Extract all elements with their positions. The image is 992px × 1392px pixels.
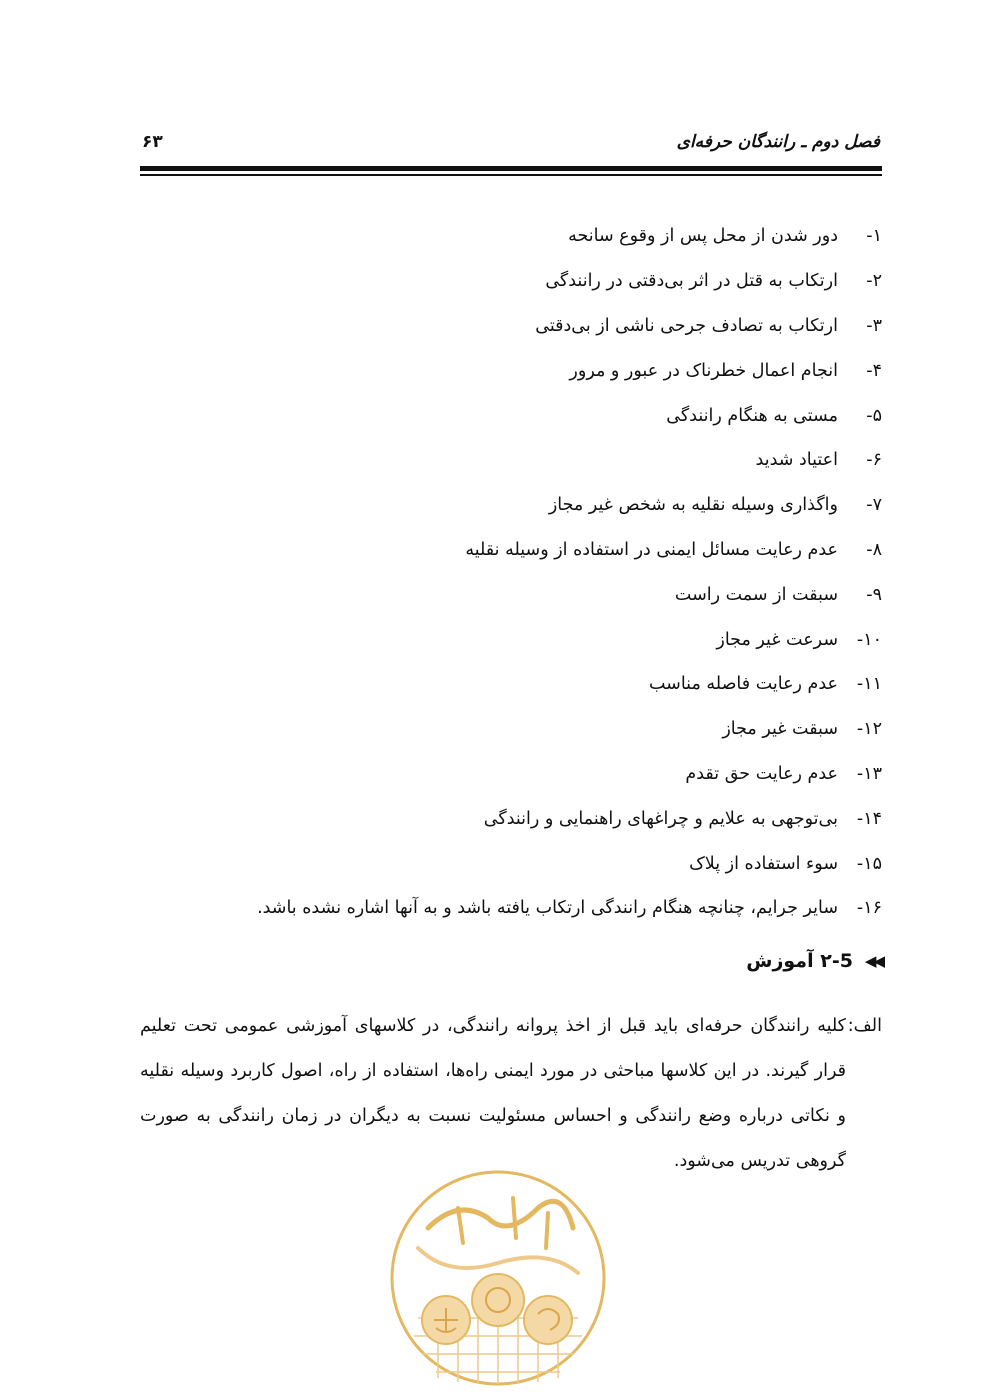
watermark-logo	[388, 1168, 608, 1388]
list-item	[122, 304, 882, 349]
list-item-text: بی‌توجهی به علایم و چراغهای راهنمایی و رانندگی	[483, 808, 838, 829]
list-item	[122, 438, 882, 483]
list-item-text: عدم رعایت حق تقدم	[685, 763, 838, 784]
list-item-text: دور شدن از محل پس از وقوع سانحه	[568, 226, 838, 247]
list-item-number: ۵-	[866, 405, 882, 426]
list-item-number: ۳-	[866, 315, 882, 336]
header-rule-thick	[140, 166, 882, 171]
list-item-text: واگذاری وسیله نقلیه به شخص غیر مجاز	[548, 495, 838, 516]
section-heading	[746, 950, 882, 972]
paragraph	[140, 1004, 882, 1184]
list-item-text: عدم رعایت فاصله مناسب	[649, 674, 838, 695]
paragraph-text: کلیه رانندگان حرفه‌ای باید قبل از اخذ پروانه رانندگی، در کلاسهای آموزشی عمومی تحت تعلیم قرار گیرند. در این کلاسها مباحثی در مورد ایمنی راه‌ها، استفاده از راه، اصول کاربرد وسیله نقلیه و نکاتی درباره وضع رانندگی و احساس مسئولیت نسبت به دیگران در زمان رانندگی به صورت گروهی تدریس می‌شود.	[140, 1016, 846, 1171]
list-item-text: ارتکاب به قتل در اثر بی‌دقتی در رانندگی	[545, 271, 838, 292]
list-item-text: سوء استفاده از پلاک	[689, 853, 838, 874]
list-item-number: ۱۰-	[856, 629, 882, 650]
list-item-text: سبقت از سمت راست	[674, 584, 838, 605]
watermark-seal-icon	[388, 1168, 608, 1388]
list-item-number: ۱۴-	[856, 808, 882, 829]
list-item	[122, 617, 882, 662]
list-item-number: ۶-	[866, 450, 882, 471]
list-item-text: ارتکاب به تصادف جرحی ناشی از بی‌دقتی	[535, 315, 838, 336]
list-item-text: اعتیاد شدید	[755, 450, 838, 471]
list-item-number: ۱۱-	[856, 674, 882, 695]
list-item-number: ۴-	[866, 360, 882, 381]
list-item-text: انجام اعمال خطرناک در عبور و مرور	[569, 360, 838, 381]
list-item	[122, 796, 882, 841]
list-item	[122, 707, 882, 752]
list-item	[122, 841, 882, 886]
list-item-number: ۸-	[866, 539, 882, 560]
header-rule-thin	[140, 174, 882, 176]
list-item-number: ۱۳-	[856, 763, 882, 784]
list-item	[122, 662, 882, 707]
list-item-text: سبقت غیر مجاز	[722, 719, 838, 740]
list-item-number: ۱-	[866, 226, 882, 247]
chapter-title: فصل دوم ـ رانندگان حرفه‌ای	[676, 132, 880, 152]
list-item-number: ۷-	[866, 495, 882, 516]
list-item-text: مستی به هنگام رانندگی	[666, 405, 838, 426]
list-item	[122, 886, 882, 931]
list-item	[122, 348, 882, 393]
list-item-number: ۱۵-	[856, 853, 882, 874]
list-item	[122, 528, 882, 573]
paragraph-label: الف:	[847, 1016, 882, 1036]
list-item	[122, 393, 882, 438]
list-item	[122, 752, 882, 797]
offense-list	[122, 214, 882, 931]
list-item-number: ۹-	[866, 584, 882, 605]
section-number: ۲-5	[820, 950, 853, 972]
list-item-text: سرعت غیر مجاز	[716, 629, 838, 650]
list-item-number: ۲-	[866, 271, 882, 292]
page-number: ۶۳	[142, 132, 163, 152]
page-header	[140, 128, 882, 160]
list-item-number: ۱۶-	[856, 898, 882, 919]
double-arrow-icon: ◀◀	[864, 952, 882, 970]
list-item	[122, 483, 882, 528]
section-title: آموزش	[746, 950, 814, 972]
list-item-text: سایر جرایم، چنانچه هنگام رانندگی ارتکاب یافته باشد و به آنها اشاره نشده باشد.	[257, 898, 838, 919]
list-item	[122, 214, 882, 259]
list-item-number: ۱۲-	[856, 719, 882, 740]
list-item-text: عدم رعایت مسائل ایمنی در استفاده از وسیله نقلیه	[465, 539, 838, 560]
list-item	[122, 259, 882, 304]
list-item	[122, 572, 882, 617]
